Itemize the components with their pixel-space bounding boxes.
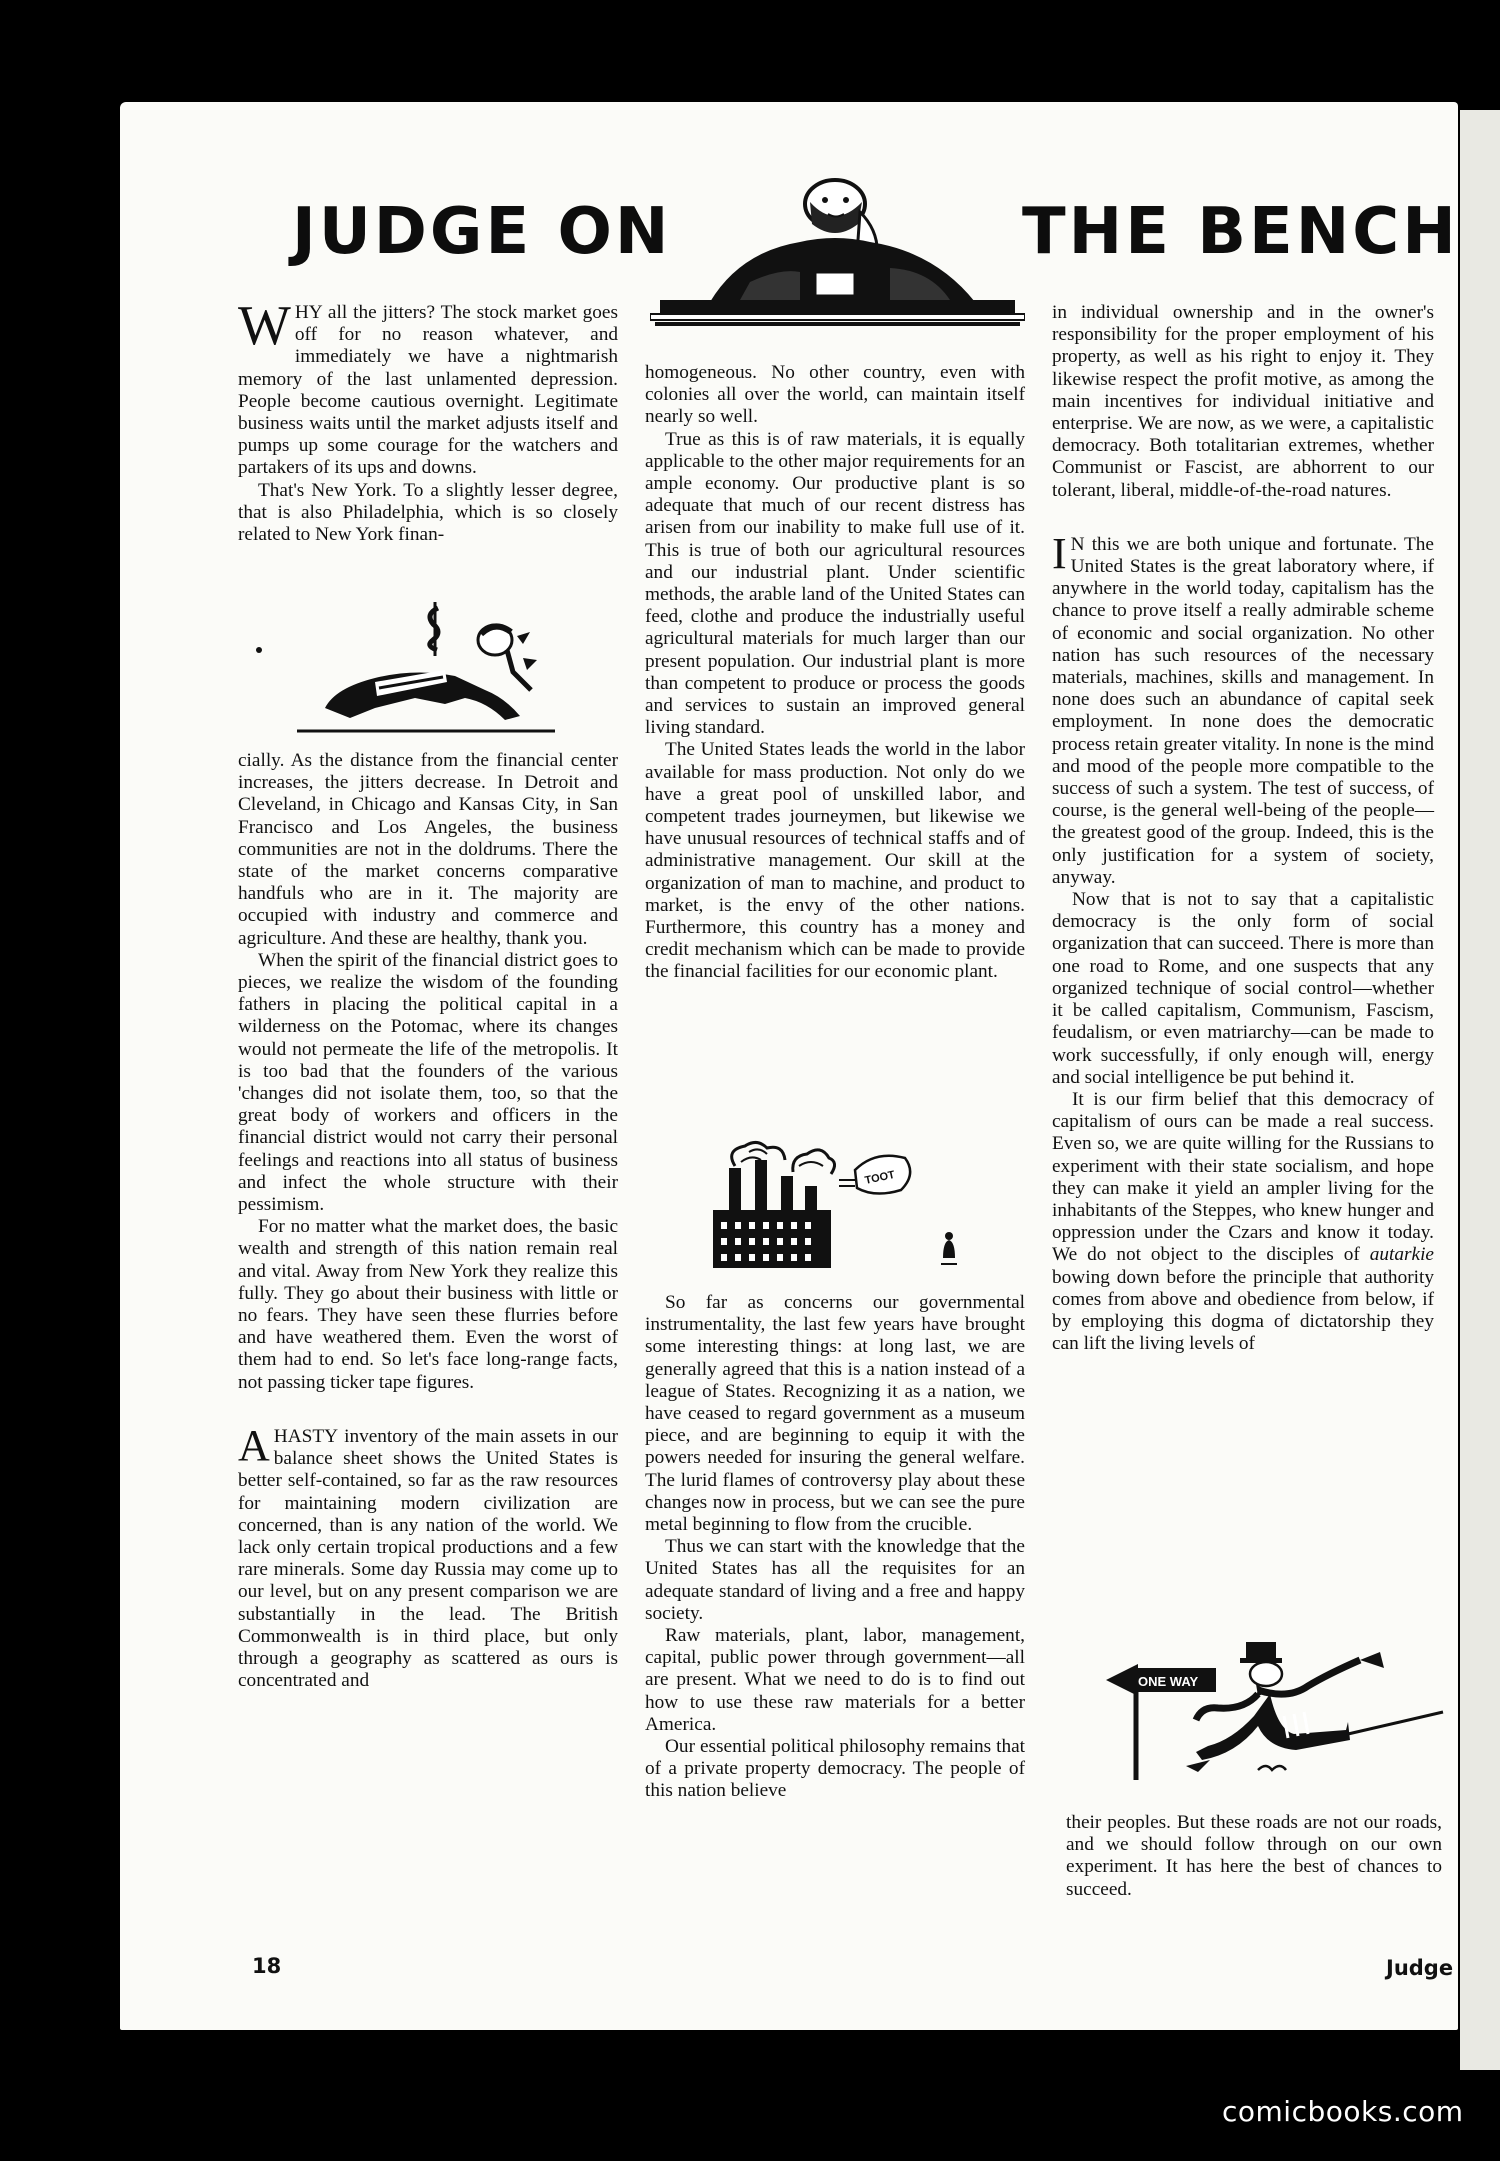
italic-word: autarkie [1369, 1244, 1434, 1266]
headline-right: THE BENCH [1022, 195, 1459, 269]
small-caps-lead: HASTY [273, 1425, 339, 1447]
page-number: 18 [252, 1954, 282, 1978]
whistle-text: TOOT [863, 1168, 896, 1187]
paragraph: That's New York. To a slightly lesser degree, that is also Philadelphia, which is so closely related to New York finan- [238, 479, 618, 546]
drop-cap: I [1052, 528, 1067, 578]
adjacent-page-edge [1460, 110, 1500, 2070]
article-column-3 [1052, 302, 1434, 1355]
paragraph: True as this is of raw materials, it is equally applicable to the other major requirements for an ample economy. Our productive plant is so adequate that much of our recent distress has arisen from our inability to make full use of it. This is true of both our agricultural resources and our industrial plant. Under scientific methods, the arable land of the United States can feed, clothe and produce the industrially useful agricultural materials for much larger than our present population. Our industrial plant is more than competent to produce or process the goods and services to sustain an improved general living standard. [645, 428, 1025, 739]
paragraph: their peoples. But these roads are not our roads, and we should follow through on our own experiment. It has here the best of chances to succeed. [1066, 1812, 1442, 1900]
paragraph: Thus we can start with the knowledge that the United States has all the requisites for an adequate standard of living and a free and happy society. [645, 1536, 1025, 1624]
paragraph: cially. As the distance from the financial center increases, the jitters decrease. In Detroit and Cleveland, in Chicago and Kansas City, in San Francisco and Los Angeles, the business communities are not in the doldrums. There the state of the market concerns comparative handfuls who are in it. The majority are occupied with industry and commerce and agriculture. And these are healthy, thank you. [238, 750, 618, 949]
paragraph: in individual ownership and in the owner's responsibility for the proper employment of his property, as well as his right to enjoy it. They likewise respect the profit motive, as among the main incentives for individual initiative and enterprise. We are now, as we were, a capitalistic democracy. Both totalitarian extremes, whether Communist or Fascist, are abhorrent to our tolerant, liberal, middle-of-the-road natures. [1052, 302, 1434, 501]
drop-cap: A [238, 1420, 270, 1470]
paragraph: homogeneous. No other country, even with colonies all over the world, can maintain itself nearly so well. [645, 362, 1025, 428]
article-column-1-continued [238, 750, 618, 1692]
paragraph: Raw materials, plant, labor, management, capital, public power through government—all are present. What we need to do is to find out how to use these raw materials for a better America. [645, 1625, 1025, 1735]
paragraph [1052, 1089, 1434, 1355]
judge-illustration [650, 172, 1025, 352]
one-way-illustration [1098, 1630, 1448, 1790]
factory-illustration [705, 1140, 995, 1280]
magazine-name: Judge [1386, 1956, 1454, 1980]
headline-left: JUDGE ON [292, 195, 672, 269]
article-column-3-continued [1066, 1812, 1442, 1901]
paragraph: Our essential political philosophy remains that of a private property democracy. The people of this nation believe [645, 1736, 1025, 1802]
paragraph [238, 295, 618, 480]
paragraph [1052, 528, 1434, 889]
one-way-sign-text: ONE WAY [1138, 1674, 1199, 1689]
paragraph: Now that is not to say that a capitalistic democracy is the only form of social organization that can succeed. There is more than one road to Rome, and one suspects that any organized technique of social control—whether it be called capitalism, Communism, Fascism, feudalism, or even matriarchy—can be made to work successfully, if only enough will, energy and social intelligence be put behind it. [1052, 889, 1434, 1088]
article-column-1 [238, 295, 618, 546]
paragraph: So far as concerns our governmental instrumentality, the last few years have brought some interesting things: at long last, we are generally agreed that this is a nation instead of a league of States. Recognizing it as a nation, we have ceased to regard government as a museum piece, and are beginning to equip it with the powers needed for insuring the general welfare. The lurid flames of controversy play about these changes now in process, but we can see the pure metal beginning to flow from the crucible. [645, 1292, 1025, 1536]
drop-cap: W [238, 295, 291, 357]
paragraph-text: N this we are both unique and fortunate. The United States is the great laboratory where, if anywhere in the world today, capitalism has the chance to prove itself a really admirable scheme of economic and social organization. No other nation has such resources of the necessary materials, machines, skills and management. In none does such an abundance of capital seek employment. In none does the democratic process retain greater vitality. In none is the mind and mood of the people more compatible to the success of such a system. The test of success, of course, is the general well-being of the people—the greatest good of the group. Indeed, this is the only justification for a system of society, anyway. [1052, 533, 1434, 888]
paragraph: For no matter what the market does, the basic wealth and strength of this nation remain real and vital. Away from New York they realize this fully. They go about their business with little or no fears. They have seen these flurries before and have weathered them. Even the worst of them had to end. So let's face long-range facts, not passing ticker tape figures. [238, 1216, 618, 1393]
source-watermark: comicbooks.com [1222, 2095, 1464, 2128]
paragraph-text: inventory of the main assets in our balance sheet shows the United States is better self-contained, so far as the raw resources for maintaining modern civilization are concerned, than is any nation of the world. We lack only certain tropical productions and a few rare minerals. Some day Russia may come up to our level, but on any present comparison we are substantially in the lead. The British Commonwealth is in third place, but only through a geography as scattered as ours is concentrated and [238, 1425, 618, 1692]
paragraph: The United States leads the world in the labor available for mass production. Not only do we have a great pool of unskilled labor, and competent trades journeymen, but likewise we have unusual resources of technical staffs and of administrative management. Our skill at the organization of man to machine, and product to market, is the envy of the other nations. Furthermore, this country has a money and credit mechanism which can be made to provide the financial facilities for our economic plant. [645, 739, 1025, 983]
jitters-illustration [255, 598, 605, 738]
paragraph-text: It is our firm belief that this democracy of capitalism of ours can be made a real success. Even so, we are quite willing for the Russians to experiment with their state socialism, and hope they can make it yield an ampler living for the inhabitants of the Steppes, who knew hunger and oppression under the Czars and know it today. We do not object to the disciples of [1052, 1088, 1434, 1266]
paragraph-text: HY all the jitters? The stock market goes off for no reason whatever, and immediately we have a nightmarish memory of the last unlamented depression. People become cautious overnight. Legitimate business waits until the market adjusts itself and pumps up some courage for the watchers and partakers of its ups and downs. [238, 302, 618, 479]
article-column-2-continued [645, 1292, 1025, 1803]
article-column-2 [645, 362, 1025, 984]
paragraph-text: bowing down before the principle that authority comes from above and obedience from below, if by employing this dogma of dictatorship they can lift the living levels of [1052, 1266, 1434, 1355]
paragraph [238, 1420, 618, 1692]
paragraph: When the spirit of the financial district goes to pieces, we realize the wisdom of the founding fathers in placing the political capital in a wilderness on the Potomac, where its changes would not permeate the life of the metropolis. It is too bad that the founders of the various 'changes did not isolate them, too, so that the great body of workers and officers in the financial district would not carry their personal feelings and reactions into all status of business and infect the whole structure with their pessimism. [238, 949, 618, 1216]
